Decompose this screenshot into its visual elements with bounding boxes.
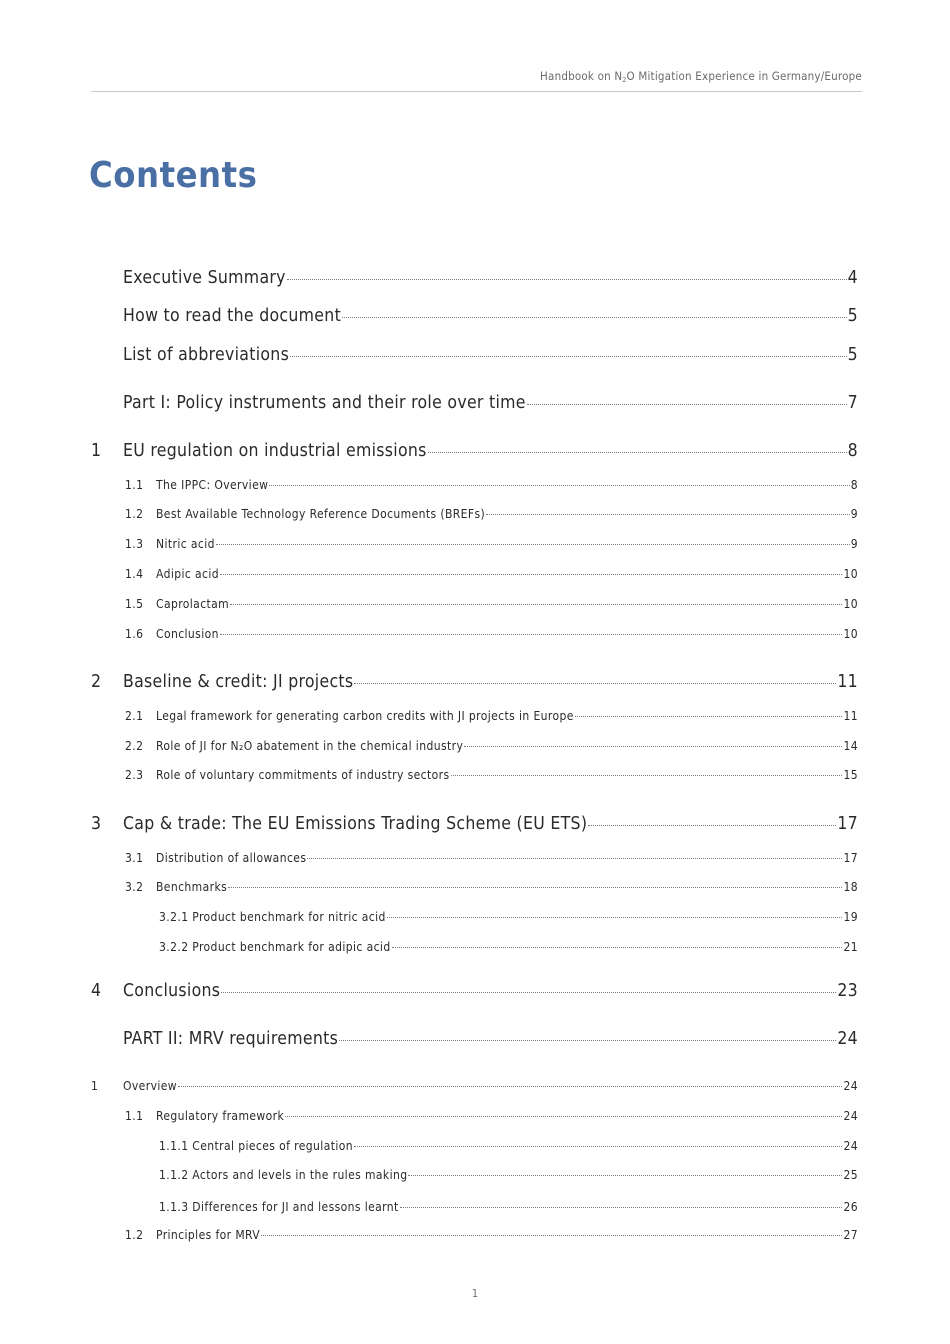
toc-entry-title: 1.1.1 Central pieces of regulation xyxy=(159,1139,353,1153)
toc-entry-page: 14 xyxy=(843,739,858,753)
dot-leader xyxy=(400,1207,843,1208)
toc-entry[interactable] xyxy=(125,597,858,611)
toc-entry-page: 19 xyxy=(843,910,858,924)
dot-leader xyxy=(307,858,842,859)
toc-entry-number: 1.1 xyxy=(125,478,144,492)
dot-leader xyxy=(285,1116,842,1117)
toc-entry-number: 2.2 xyxy=(125,739,144,753)
toc-entry-page: 10 xyxy=(843,567,858,581)
toc-entry-page: 23 xyxy=(837,981,858,1001)
toc-entry-title: Nitric acid xyxy=(156,537,215,551)
page-number: 1 xyxy=(471,1287,479,1300)
dot-leader xyxy=(527,404,847,405)
toc-entry-title: Caprolactam xyxy=(156,597,230,611)
toc-entry-page: 5 xyxy=(847,306,858,326)
toc-entry-title: Best Available Technology Reference Documents (BREFs) xyxy=(156,507,486,521)
toc-entry-page: 10 xyxy=(843,627,858,641)
toc-entry[interactable] xyxy=(159,1168,858,1182)
toc-entry-number: 1 xyxy=(91,441,102,461)
toc-entry-number: 3 xyxy=(91,814,102,834)
dot-leader xyxy=(451,775,843,776)
toc-entry-page: 25 xyxy=(843,1168,858,1182)
toc-entry[interactable] xyxy=(91,393,858,413)
toc-entry[interactable] xyxy=(125,1228,858,1242)
toc-entry-number: 1.2 xyxy=(125,507,144,521)
toc-entry-number: 2 xyxy=(91,672,102,692)
dot-leader xyxy=(486,514,850,515)
toc-entry[interactable] xyxy=(125,1109,858,1123)
toc-entry-title: Cap & trade: The EU Emissions Trading Scheme (EU ETS) xyxy=(123,814,588,834)
toc-entry-page: 15 xyxy=(843,768,858,782)
toc-entry-number: 2.1 xyxy=(125,709,144,723)
toc-entry-title: 1.1.2 Actors and levels in the rules making xyxy=(159,1168,408,1182)
toc-entry[interactable] xyxy=(91,672,858,692)
dot-leader xyxy=(354,683,836,684)
dot-leader xyxy=(221,992,836,993)
toc-entry-page: 9 xyxy=(850,507,858,521)
toc-entry-number: 1.3 xyxy=(125,537,144,551)
toc-entry-page: 11 xyxy=(843,709,858,723)
toc-entry[interactable] xyxy=(91,1079,858,1093)
toc-entry-title: 3.2.1 Product benchmark for nitric acid xyxy=(159,910,386,924)
toc-entry-page: 11 xyxy=(837,672,858,692)
toc-entry[interactable] xyxy=(125,880,858,894)
toc-entry[interactable] xyxy=(91,981,858,1001)
toc-entry-page: 26 xyxy=(843,1200,858,1214)
toc-entry-page: 24 xyxy=(843,1079,858,1093)
toc-entry-title: The IPPC: Overview xyxy=(156,478,269,492)
toc-entry[interactable] xyxy=(91,814,858,834)
dot-leader xyxy=(269,485,849,486)
toc-entry-title: Legal framework for generating carbon credits with JI projects in Europe xyxy=(156,709,574,723)
toc-entry-title: Conclusions xyxy=(123,981,221,1001)
toc-entry-title: Principles for MRV xyxy=(156,1228,261,1242)
toc-entry-title: EU regulation on industrial emissions xyxy=(123,441,427,461)
toc-entry-title: How to read the document xyxy=(123,306,342,326)
toc-entry-number: 1.5 xyxy=(125,597,144,611)
toc-entry[interactable] xyxy=(125,851,858,865)
dot-leader xyxy=(575,716,843,717)
toc-entry-title: Executive Summary xyxy=(123,268,286,288)
dot-leader xyxy=(588,825,836,826)
toc-entry-title: Adipic acid xyxy=(156,567,220,581)
toc-entry[interactable] xyxy=(125,478,858,492)
toc-entry-page: 24 xyxy=(843,1139,858,1153)
toc-entry-number: 1.6 xyxy=(125,627,144,641)
toc-entry[interactable] xyxy=(125,507,858,521)
dot-leader xyxy=(230,604,842,605)
dot-leader xyxy=(220,574,842,575)
toc-entry-page: 7 xyxy=(847,393,858,413)
dot-leader xyxy=(261,1235,842,1236)
dot-leader xyxy=(464,746,842,747)
dot-leader xyxy=(178,1086,842,1087)
toc-entry-title: Distribution of allowances xyxy=(156,851,307,865)
page-title: Contents xyxy=(89,155,258,196)
toc-entry-title: Role of voluntary commitments of industry sectors xyxy=(156,768,450,782)
toc-entry-number: 3.1 xyxy=(125,851,144,865)
toc-entry[interactable] xyxy=(91,441,858,461)
toc-entry[interactable] xyxy=(91,306,858,326)
running-header-text: Handbook on $N_2O$ Mitigation Experience in Germany/Europe xyxy=(540,69,862,84)
dot-leader xyxy=(354,1146,842,1147)
toc-entry-number: 4 xyxy=(91,981,102,1001)
toc-entry-page: 8 xyxy=(850,478,858,492)
toc-entry[interactable] xyxy=(91,345,858,365)
toc-entry[interactable] xyxy=(91,1029,858,1049)
toc-entry-number: 1.2 xyxy=(125,1228,144,1242)
toc-entry-title: List of abbreviations xyxy=(123,345,290,365)
toc-entry-title: Baseline & credit: JI projects xyxy=(123,672,354,692)
toc-entry[interactable] xyxy=(159,940,858,954)
toc-entry-title: 1.1.3 Differences for JI and lessons learnt xyxy=(159,1200,399,1214)
toc-entry-page: 8 xyxy=(847,441,858,461)
toc-entry[interactable] xyxy=(125,627,858,641)
toc-entry-title: PART II: MRV requirements xyxy=(123,1029,339,1049)
toc-entry-page: 17 xyxy=(837,814,858,834)
toc-entry-page: 24 xyxy=(837,1029,858,1049)
dot-leader xyxy=(428,452,847,453)
toc-entry[interactable] xyxy=(125,768,858,782)
toc-entry[interactable] xyxy=(159,1139,858,1153)
toc-entry-title: Regulatory framework xyxy=(156,1109,285,1123)
running-header xyxy=(91,69,862,92)
toc-entry-page: 4 xyxy=(847,268,858,288)
toc-entry-number: 1.4 xyxy=(125,567,144,581)
dot-leader xyxy=(339,1040,836,1041)
toc-entry-page: 21 xyxy=(843,940,858,954)
toc-entry[interactable] xyxy=(125,709,858,723)
dot-leader xyxy=(392,947,843,948)
dot-leader xyxy=(228,887,842,888)
toc-entry[interactable] xyxy=(125,739,858,753)
dot-leader xyxy=(290,356,847,357)
toc-entry[interactable] xyxy=(125,537,858,551)
toc-entry-page: 9 xyxy=(850,537,858,551)
dot-leader xyxy=(408,1175,842,1176)
dot-leader xyxy=(342,317,847,318)
toc-entry-page: 17 xyxy=(843,851,858,865)
toc-entry[interactable] xyxy=(159,1200,858,1214)
toc-entry[interactable] xyxy=(125,567,858,581)
toc-entry-title: Overview xyxy=(123,1079,178,1093)
toc-entry-page: 5 xyxy=(847,345,858,365)
toc-entry-number: 3.2 xyxy=(125,880,144,894)
toc-entry-number: 1 xyxy=(91,1079,99,1093)
toc-entry-page: 18 xyxy=(843,880,858,894)
toc-entry-title: Benchmarks xyxy=(156,880,228,894)
toc-entry-title: Conclusion xyxy=(156,627,219,641)
dot-leader xyxy=(220,634,843,635)
dot-leader xyxy=(216,544,850,545)
toc-entry-number: 2.3 xyxy=(125,768,144,782)
toc-entry-page: 27 xyxy=(843,1228,858,1242)
toc-entry-page: 10 xyxy=(843,597,858,611)
toc-entry-title: Part I: Policy instruments and their role over time xyxy=(123,393,526,413)
toc-entry-title: 3.2.2 Product benchmark for adipic acid xyxy=(159,940,391,954)
dot-leader xyxy=(287,279,847,280)
toc-entry-number: 1.1 xyxy=(125,1109,144,1123)
toc-entry-title: Role of JI for N₂O abatement in the chemical industry xyxy=(156,739,464,753)
toc-entry-page: 24 xyxy=(843,1109,858,1123)
toc-entry[interactable] xyxy=(91,268,858,288)
toc-entry[interactable] xyxy=(159,910,858,924)
dot-leader xyxy=(387,917,843,918)
